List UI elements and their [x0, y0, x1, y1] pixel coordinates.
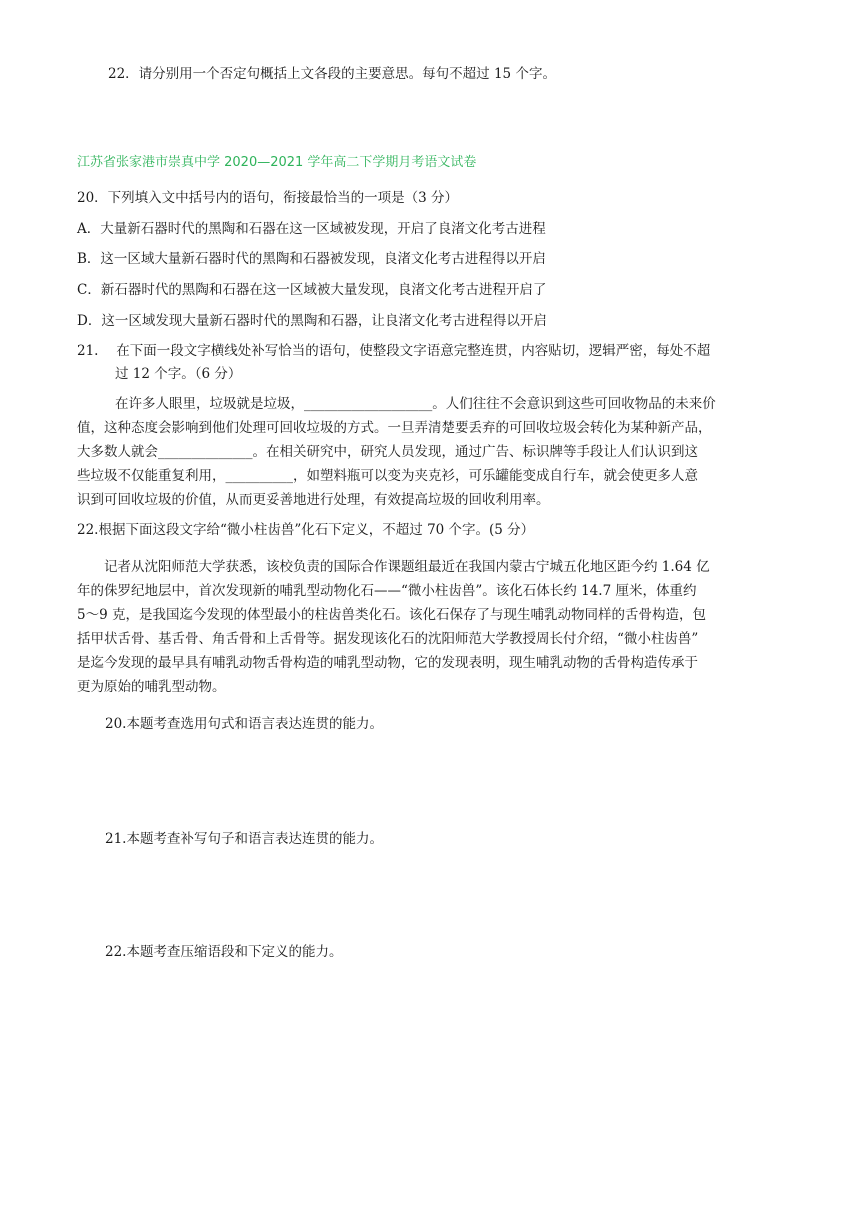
question-20-option-a: A．大量新石器时代的黑陶和石器在这一区域被发现，开启了良渚文化考古进程	[77, 221, 546, 237]
question-20-option-b: B．这一区域大量新石器时代的黑陶和石器被发现，良渚文化考古进程得以开启	[77, 251, 546, 267]
question-21-passage-line: 些垃圾不仅能重复利用，__________，如塑料瓶可以变为夹克衫，可乐罐能变成自行车，就会使更多人意	[77, 468, 698, 484]
question-21-passage-line: 在许多人眼里，垃圾就是垃圾，___________________。人们往往不会意识到这些可回收物品的未来价	[115, 396, 716, 412]
question-20-stem: 20．下列填入文中括号内的语句，衔接最恰当的一项是（3 分）	[77, 190, 459, 206]
answer-note-22: 22.本题考查压缩语段和下定义的能力。	[105, 944, 343, 960]
question-22-passage-line: 是迄今发现的最早具有哺乳动物舌骨构造的哺乳型动物，它的发现表明，现生哺乳动物的舌骨构造传承于	[77, 655, 698, 671]
question-21-passage-line: 识到可回收垃圾的价值，从而更妥善地进行处理，有效提高垃圾的回收利用率。	[77, 492, 550, 508]
question-20-option-c: C．新石器时代的黑陶和石器在这一区域被大量发现，良渚文化考古进程开启了	[77, 282, 547, 298]
question-21-passage-line: 值，这种态度会影响到他们处理可回收垃圾的方式。一旦弄清楚要丢弃的可回收垃圾会转化为某种新产品，	[77, 420, 712, 436]
question-21-stem-line-2: 过 12 个字。（6 分）	[115, 366, 242, 382]
question-21-stem-line-1: 21. 在下面一段文字横线处补写恰当的语句，使整段文字语意完整连贯，内容贴切，逻辑严密，每处不超	[77, 343, 711, 359]
answer-note-20: 20.本题考查选用句式和语言表达连贯的能力。	[105, 716, 383, 732]
question-20-option-d: D．这一区域发现大量新石器时代的黑陶和石器，让良渚文化考古进程得以开启	[77, 313, 547, 329]
question-22-passage-line: 更为原始的哺乳型动物。	[77, 679, 226, 695]
source-title: 江苏省张家港市崇真中学 2020—2021 学年高二下学期月考语文试卷	[77, 155, 477, 170]
question-22-previous: 22．请分别用一个否定句概括上文各段的主要意思。每句不超过 15 个字。	[108, 66, 556, 82]
question-21-passage-line: 大多数人就会______________。在相关研究中，研究人员发现，通过广告、标识牌等手段让人们认识到这	[77, 444, 698, 460]
answer-note-21: 21.本题考查补写句子和语言表达连贯的能力。	[105, 831, 383, 847]
question-22-passage-line: 记者从沈阳师范大学获悉，该校负责的国际合作课题组最近在我国内蒙古宁城五化地区距今约 1.64 亿	[104, 559, 710, 575]
question-22-passage-line: 5～9 克，是我国迄今发现的体型最小的柱齿兽类化石。该化石保存了与现生哺乳动物同样的舌骨构造，包	[77, 607, 706, 623]
question-22-passage-line: 括甲状舌骨、基舌骨、角舌骨和上舌骨等。据发现该化石的沈阳师范大学教授周长付介绍，“微小柱齿兽”	[77, 631, 699, 647]
question-22-passage-line: 年的侏罗纪地层中，首次发现新的哺乳型动物化石——“微小柱齿兽”。该化石体长约 14.7 厘米，体重约	[77, 583, 697, 599]
question-22-stem: 22.根据下面这段文字给“微小柱齿兽”化石下定义，不超过 70 个字。(5 分）	[77, 522, 535, 538]
